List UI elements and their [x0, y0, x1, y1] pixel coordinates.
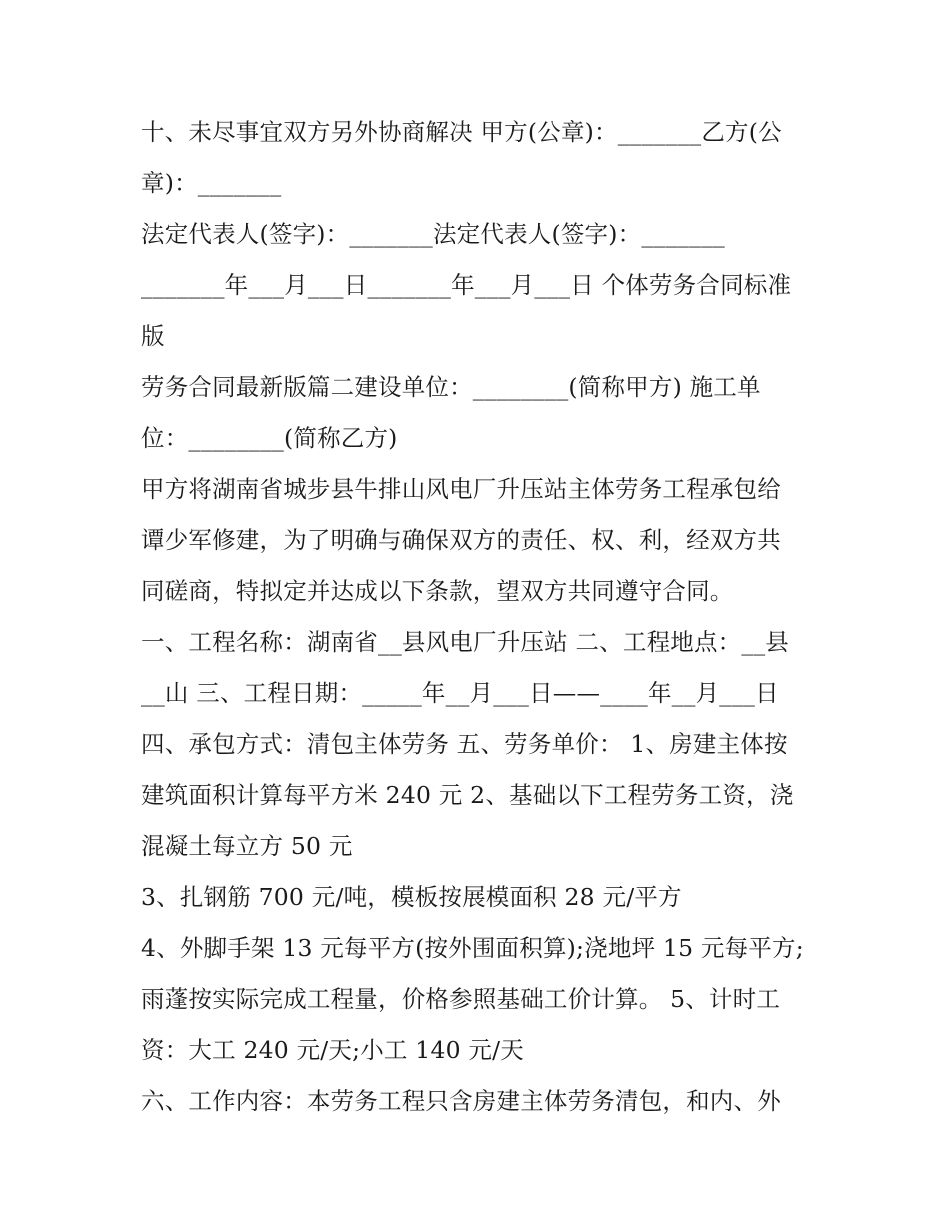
- text-line: 混凝土每立方 50 元: [141, 832, 353, 860]
- text-line: 一、工程名称：湖南省__县风电厂升压站 二、工程地点：__县: [141, 628, 789, 656]
- text-line: 谭少军修建，为了明确与确保双方的责任、权、利，经双方共: [141, 526, 781, 554]
- text-line: _______年___月___日_______年___月___日 个体劳务合同标准: [141, 271, 792, 299]
- text-line: __山 三、工程日期：_____年__月___日——____年__月___日: [141, 679, 779, 707]
- text-line: 法定代表人(签字)：_______法定代表人(签字)：_______: [141, 220, 725, 248]
- text-line: 同磋商，特拟定并达成以下条款，望双方共同遵守合同。: [141, 577, 734, 605]
- text-line: 4、外脚手架 13 元每平方(按外围面积算);浇地坪 15 元每平方;: [141, 934, 804, 962]
- text-line: 位：________(简称乙方): [141, 424, 398, 452]
- text-line: 章)：_______: [141, 169, 282, 197]
- text-line: 六、工作内容：本劳务工程只含房建主体劳务清包，和内、外: [141, 1087, 781, 1115]
- text-line: 十、未尽事宜双方另外协商解决 甲方(公章)：_______乙方(公: [141, 118, 782, 146]
- document-body: [141, 107, 821, 1127]
- text-line: 劳务合同最新版篇二建设单位：________(简称甲方) 施工单: [141, 373, 761, 401]
- text-line: 四、承包方式：清包主体劳务 五、劳务单价： 1、房建主体按: [141, 730, 788, 758]
- text-line: 雨蓬按实际完成工程量，价格参照基础工价计算。 5、计时工: [141, 985, 781, 1013]
- text-line: 资：大工 240 元/天;小工 140 元/天: [141, 1036, 524, 1064]
- text-line: 版: [141, 322, 165, 350]
- text-line: 3、扎钢筋 700 元/吨，模板按展模面积 28 元/平方: [141, 883, 682, 911]
- text-line: 建筑面积计算每平方米 240 元 2、基础以下工程劳务工资，浇: [141, 781, 794, 809]
- text-line: 甲方将湖南省城步县牛排山风电厂升压站主体劳务工程承包给: [141, 475, 781, 503]
